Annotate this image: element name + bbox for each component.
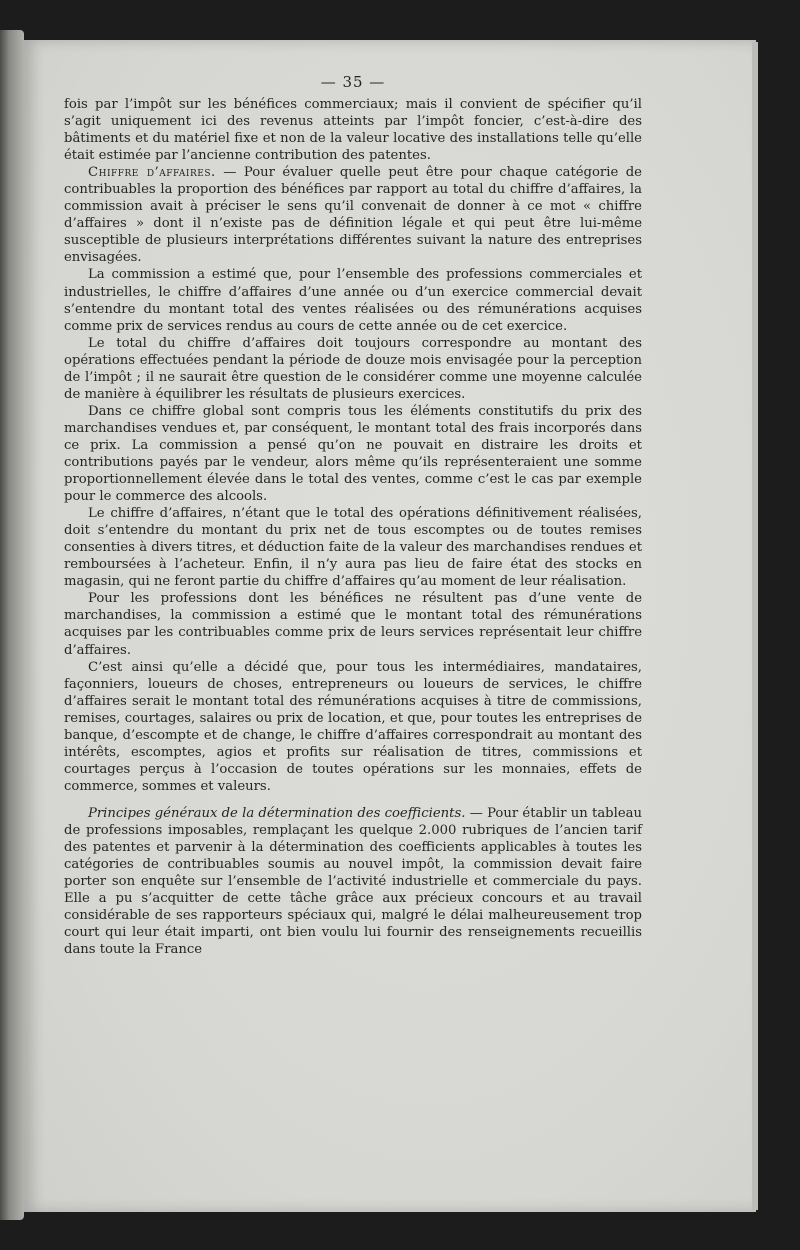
page-right-edge (752, 42, 758, 1210)
paragraph-principes-generaux (64, 805, 642, 958)
paragraph-body: — Pour évaluer quelle peut être pour chaque catégorie de contribuables la proportion des bénéfices par rapport au total du chiffre d’affaires, la commission avait à préciser le sens qu’il convenait de donner à ce mot « chiffre d’affaires » dont il n’existe pas de définition légale et qui peut être lui-même susceptible de plusieurs interprétations différentes suivant la nature des entreprises envisagées. (64, 165, 642, 266)
section-heading: Principes généraux de la détermination des coefficients. (88, 805, 466, 821)
paragraph: Pour les professions dont les bénéfices ne résultent pas d’une vente de marchandises, la commission a estimé que le montant total des rémunérations acquises par les contribuables comme prix de leurs services représentait leur chiffre d’affaires. (64, 591, 642, 658)
run-in-heading: Chiffre d’affaires. (88, 165, 216, 181)
page-number: — 35 — (320, 73, 386, 91)
paragraph: Le chiffre d’affaires, n’étant que le total des opérations définitivement réalisées, doit s’entendre du montant du prix net de tous escomptes ou de toutes remises consenties à divers titres, et déduction faite de la valeur des marchandises rendues et remboursées à l’acheteur. Enfin, il n’y aura pas lieu de faire état des stocks en magasin, qui ne feront partie du chiffre d’affaires qu’au moment de leur réalisation. (64, 506, 642, 590)
paragraph-continuation: fois par l’impôt sur les bénéfices commerciaux; mais il convient de spécifier qu’il s’agit uniquement ici des revenus atteints par l’impôt foncier, c’est-à-dire des bâtiments et du matériel fixe et non de la valeur locative des installations telle qu’elle était estimée par l’ancienne contribution des patentes. (64, 97, 642, 164)
paragraph: C’est ainsi qu’elle a décidé que, pour tous les intermédiaires, mandataires, façonniers, loueurs de choses, entrepreneurs ou loueurs de services, le chiffre d’affaires serait le montant total des rémunérations acquises à titre de commissions, remises, courtages, salaires ou prix de location, et que, pour toutes les entreprises de banque, d’escompte et de change, le chiffre d’affaires correspondrait au montant des intérêts, escomptes, agios et profits sur réalisation de titres, commissions et courtages perçus à l’occasion de toutes opérations sur les monnaies, effets de commerce, sommes et valeurs. (64, 659, 642, 794)
page-text (64, 72, 642, 958)
paragraph: Dans ce chiffre global sont compris tous les éléments constitutifs du prix des marchandises vendues et, par conséquent, le montant total des frais incorporés dans ce prix. La commission a pensé qu’on ne pouvait en distraire les droits et contributions payés par le vendeur, alors même qu’ils représenteraient une somme proportionnellement élevée dans le total des ventes, comme c’est le cas par exemple pour le commerce des alcools. (64, 403, 642, 505)
paragraph: Le total du chiffre d’affaires doit toujours correspondre au montant des opérations effectuées pendant la période de douze mois envisagée pour la perception de l’impôt ; il ne saurait être question de le considérer comme une moyenne calculée de manière à équilibrer les résultats de plusieurs exercices. (64, 335, 642, 402)
paragraph-body: — Pour établir un tableau de professions imposables, remplaçant les quelque 2.000 rubriques de l’ancien tarif des patentes et parvenir à la détermination des coefficients applicables à toutes les catégories de contribuables soumis au nouvel impôt, la commission devait faire porter son enquête sur l’ensemble de l’activité industrielle et commerciale du pays. Elle a pu s’acquitter de cette tâche grâce aux précieux concours et au travail considérable de ses rapporteurs spéciaux qui, malgré le délai malheureusement trop court qui leur était imparti, ont bien voulu lui fournir des renseignements recueillis dans toute la France (64, 805, 642, 958)
paragraph-chiffre-affaires (64, 164, 642, 266)
paragraph: La commission a estimé que, pour l’ensemble des professions commerciales et industrielles, le chiffre d’affaires d’une année ou d’un exercice commercial devait s’entendre du montant total des ventes réalisées ou des rémunérations acquises comme prix de services rendus au cours de cette année ou de cet exercice. (64, 267, 642, 334)
previous-page-edge (0, 30, 24, 1220)
